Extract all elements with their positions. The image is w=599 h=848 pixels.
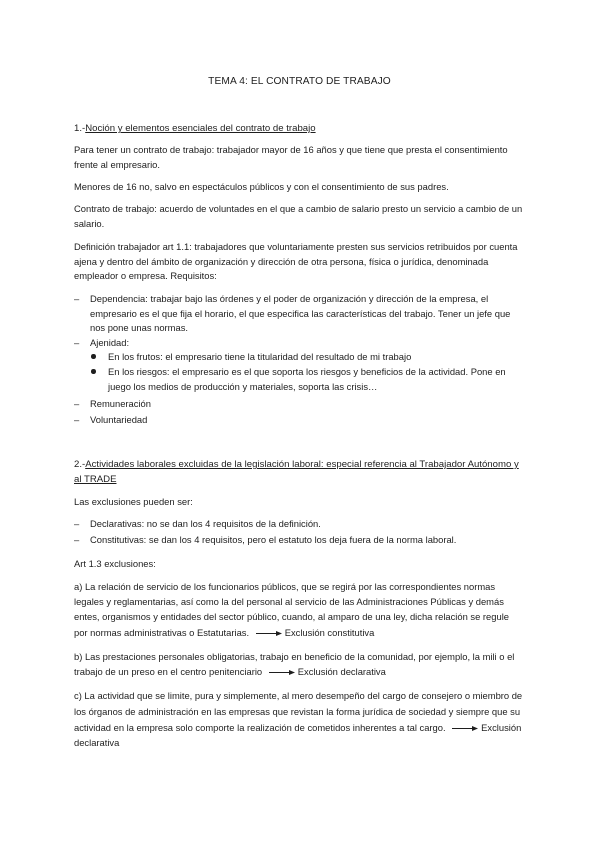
exclusion-item-c-result: Exclusión declarativa [74, 721, 522, 749]
section-1-number: 1.- [74, 123, 86, 134]
paragraph-age-requirement: Para tener un contrato de trabajo: trabajador mayor de 16 años y que tiene que presta el consentimiento frente al empresario. [74, 144, 508, 170]
dash-marker: – [74, 337, 80, 348]
exclusion-item-b [74, 649, 524, 679]
section-2-heading [74, 458, 524, 487]
arrow-right-icon [269, 669, 295, 676]
paragraph-contract-definition: Contrato de trabajo: acuerdo de voluntades en el que a cambio de salario presto un servicio a cambio de un salario. [74, 203, 523, 229]
paragraph-exclusions-intro: Las exclusiones pueden ser: [74, 496, 193, 507]
arrow-right-icon [256, 630, 282, 637]
requisite-voluntariedad: Voluntariedad [90, 414, 148, 425]
arrow-right-icon [452, 725, 478, 732]
art-exclusions-heading: Art 1.3 exclusiones: [74, 558, 156, 569]
requisite-dependencia: Dependencia: trabajar bajo las órdenes y el poder de organización y dirección de la empresa, el empresario es el que fija el horario, el que especifica las características del trabajo. Tener un jefe que nos pone unas normas. [90, 293, 511, 334]
dash-marker: – [74, 293, 80, 304]
section-1-heading [74, 122, 524, 137]
section-2-title: Actividades laborales excluidas de la legislación laboral: especial referencia al Trabajador Autónomo y al TRADE [74, 459, 519, 485]
dash-marker: – [74, 518, 80, 529]
exclusion-constitutivas: Constitutivas: se dan los 4 requisitos, pero el estatuto los deja fuera de la norma laboral. [90, 534, 457, 545]
paragraph-worker-definition: Definición trabajador art 1.1: trabajadores que voluntariamente presten sus servicios retribuidos por cuenta ajena y dentro del ámbito de organización y dirección de otra persona, física o jurídica, denominada empleador o empresa. Requisitos: [74, 241, 518, 282]
exclusion-item-a-text: a) La relación de servicio de los funcionarios públicos, que se regirá por las correspondientes normas legales y reglamentarias, así como la del personal al servicio de las Administraciones Públicas y demás entes, organismos y entidades del sector público, cuando, al amparo de una ley, dicha relación se regule por normas administrativas o Estatutarias. [74, 581, 509, 638]
exclusion-item-b-text: b) Las prestaciones personales obligatorias, trabajo en beneficio de la comunidad, por ejemplo, la mili o el trabajo de un preso en el centro penitenciario [74, 651, 515, 678]
page-title: TEMA 4: EL CONTRATO DE TRABAJO [208, 76, 391, 87]
exclusion-item-b-result: Exclusión declarativa [297, 666, 386, 678]
requisite-ajenidad: Ajenidad: [90, 337, 130, 348]
section-2-number: 2.- [74, 459, 86, 470]
exclusion-item-a [74, 579, 524, 640]
exclusion-item-c [74, 688, 524, 751]
ajenidad-riesgos: En los riesgos: el empresario es el que soporta los riesgos y beneficios de la actividad. Pone en juego los medios de producción y materiales, soporta las crisis… [108, 366, 506, 392]
exclusion-item-a-result: Exclusión constitutiva [284, 626, 375, 638]
exclusion-item-c-text: c) La actividad que se limite, pura y simplemente, al mero desempeño del cargo de consejero o miembro de los órganos de administración en las empresas que revistan la forma jurídica de sociedad y siempre que su actividad en la empresa solo comporte la realización de cometidos inherentes a tal cargo. [74, 690, 523, 733]
dash-marker: – [74, 414, 80, 425]
bullet-icon [91, 354, 97, 360]
requisite-remuneracion: Remuneración [90, 398, 151, 409]
paragraph-minors: Menores de 16 no, salvo en espectáculos públicos y con el consentimiento de sus padres. [74, 181, 449, 192]
dash-marker: – [74, 534, 80, 545]
dash-marker: – [74, 398, 80, 409]
section-1-title: Noción y elementos esenciales del contrato de trabajo [85, 123, 316, 134]
exclusion-declarativas: Declarativas: no se dan los 4 requisitos de la definición. [90, 518, 321, 529]
bullet-icon [91, 369, 97, 375]
ajenidad-frutos: En los frutos: el empresario tiene la titularidad del resultado de mi trabajo [108, 351, 412, 362]
